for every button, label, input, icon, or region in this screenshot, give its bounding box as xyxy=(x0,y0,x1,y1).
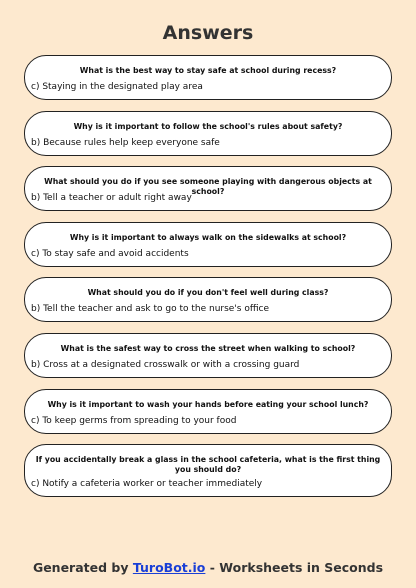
answer-text: b) Tell a teacher or adult right away xyxy=(31,193,192,204)
answer-card xyxy=(24,389,392,434)
page-title: Answers xyxy=(162,22,254,44)
question-text: Why is it important to wash your hands before eating your school lunch? xyxy=(47,399,369,409)
answer-text: c) To stay safe and avoid accidents xyxy=(31,248,189,259)
answer-text: c) Staying in the designated play area xyxy=(31,82,203,92)
answer-list xyxy=(24,55,392,508)
footer-suffix: - Worksheets in Seconds xyxy=(205,560,384,575)
footer-prefix: Generated by xyxy=(32,560,133,575)
question-text: What is the best way to stay safe at school during recess? xyxy=(79,66,337,75)
answer-text: c) Notify a cafeteria worker or teacher immediately xyxy=(31,479,263,490)
question-text: Why is it important to follow the school's rules about safety? xyxy=(73,121,343,131)
answer-card xyxy=(24,444,392,497)
answer-card xyxy=(24,222,392,267)
turobot-link[interactable]: TuroBot.io xyxy=(132,560,206,575)
answer-card xyxy=(24,333,392,378)
answer-text: b) Tell the teacher and ask to go to the nurse's office xyxy=(31,304,270,315)
question-text: What is the safest way to cross the street when walking to school? xyxy=(60,343,356,353)
answer-text: b) Because rules help keep everyone safe xyxy=(31,137,220,148)
answer-card xyxy=(24,55,392,100)
question-text: Why is it important to always walk on the sidewalks at school? xyxy=(69,232,347,242)
footer xyxy=(0,560,416,575)
answer-card xyxy=(24,277,392,322)
answer-card xyxy=(24,166,392,211)
answer-card xyxy=(24,111,392,156)
question-text: What should you do if you don't feel well during class? xyxy=(87,288,329,298)
question-text: What should you do if you see someone playing with dangerous objects at school? xyxy=(44,177,372,197)
answer-text: c) To keep germs from spreading to your food xyxy=(31,415,237,426)
answer-text: b) Cross at a designated crosswalk or with a crossing guard xyxy=(31,359,300,370)
question-text: If you accidentally break a glass in the school cafeteria, what is the first thing you should do? xyxy=(35,455,381,475)
